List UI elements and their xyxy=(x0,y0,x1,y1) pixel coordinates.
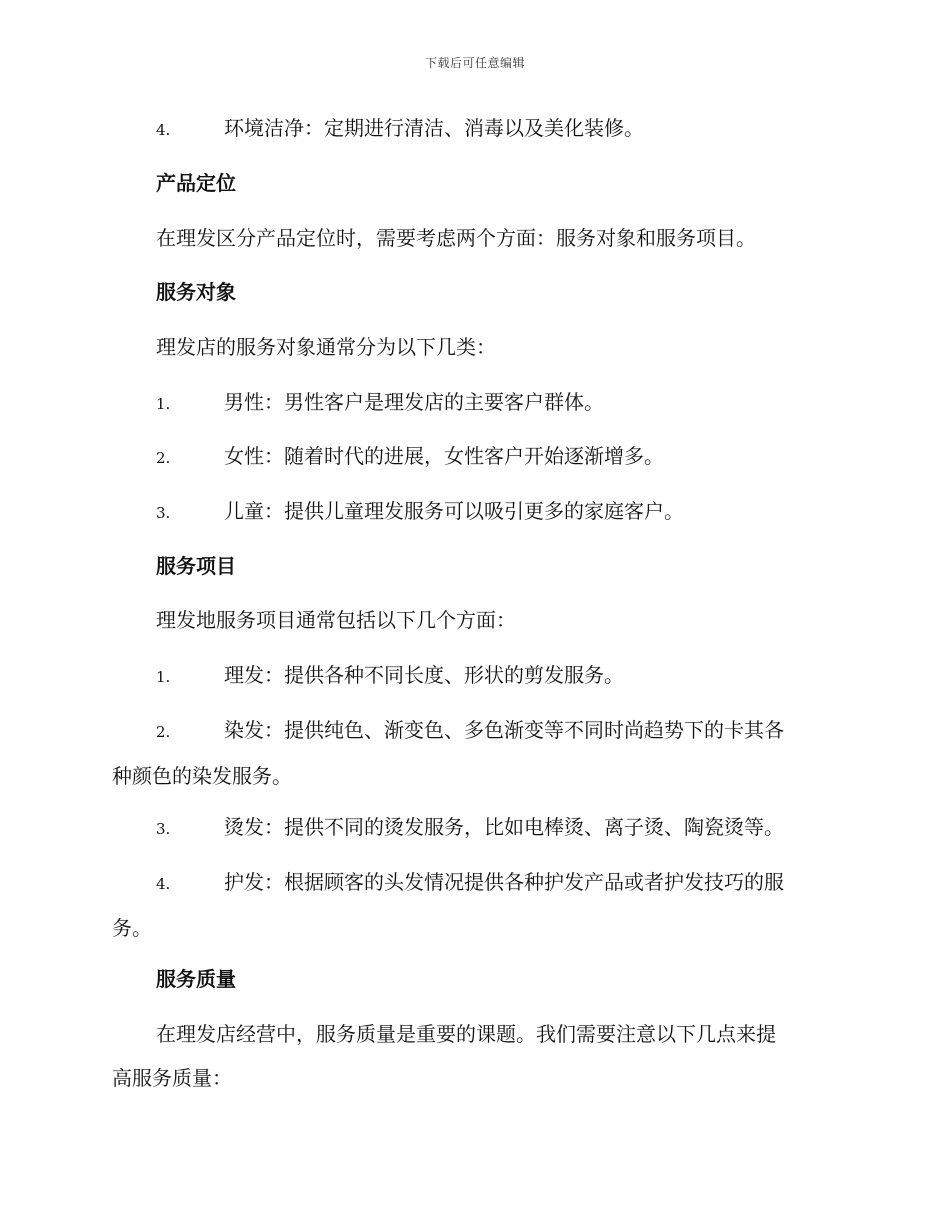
page-header: 下载后可任意编辑 xyxy=(424,56,525,70)
list-item xyxy=(112,860,834,950)
section-heading-service: 服务项目 xyxy=(156,554,236,578)
paragraph xyxy=(112,1012,834,1100)
paragraph-line: 在理发店经营中，服务质量是重要的课题。我们需要注意以下几点来提 xyxy=(156,1022,776,1046)
list-number: 2. xyxy=(156,723,171,741)
list-text: 理发：提供各种不同长度、形状的剪发服务。 xyxy=(224,663,624,687)
list-number: 4. xyxy=(156,121,171,139)
list-text: 染发：提供纯色、渐变色、多色渐变等不同时尚趋势下的卡其各 xyxy=(224,718,784,742)
list-number: 2. xyxy=(156,449,171,467)
list-text: 环境洁净：定期进行清洁、消毒以及美化装修。 xyxy=(224,116,644,140)
list-text-continuation: 种颜色的染发服务。 xyxy=(112,764,292,788)
list-number: 3. xyxy=(156,504,171,522)
list-text: 男性：男性客户是理发店的主要客户群体。 xyxy=(224,390,604,414)
section-heading-quality: 服务质量 xyxy=(156,967,236,991)
list-item xyxy=(112,805,834,851)
list-item xyxy=(112,434,834,480)
section-heading-target: 服务对象 xyxy=(156,280,236,304)
list-number: 3. xyxy=(156,820,171,838)
list-number: 1. xyxy=(156,668,171,686)
list-item xyxy=(112,708,834,798)
paragraph: 理发店的服务对象通常分为以下几类： xyxy=(156,335,496,359)
list-number: 1. xyxy=(156,395,171,413)
paragraph: 理发地服务项目通常包括以下几个方面： xyxy=(156,608,516,632)
list-item xyxy=(112,489,834,535)
list-text: 女性：随着时代的进展，女性客户开始逐渐增多。 xyxy=(224,444,664,468)
list-text-continuation: 务。 xyxy=(112,916,152,940)
list-text: 护发：根据顾客的头发情况提供各种护发产品或者护发技巧的服 xyxy=(224,870,784,894)
list-text: 烫发：提供不同的烫发服务，比如电棒烫、离子烫、陶瓷烫等。 xyxy=(224,815,784,839)
section-heading-product: 产品定位 xyxy=(156,171,236,195)
list-item xyxy=(112,106,834,152)
paragraph: 在理发区分产品定位时，需要考虑两个方面：服务对象和服务项目。 xyxy=(156,226,756,250)
list-text: 儿童：提供儿童理发服务可以吸引更多的家庭客户。 xyxy=(224,499,684,523)
list-item xyxy=(112,380,834,426)
paragraph-line: 高服务质量： xyxy=(112,1066,232,1090)
list-number: 4. xyxy=(156,875,171,893)
list-item xyxy=(112,653,834,699)
